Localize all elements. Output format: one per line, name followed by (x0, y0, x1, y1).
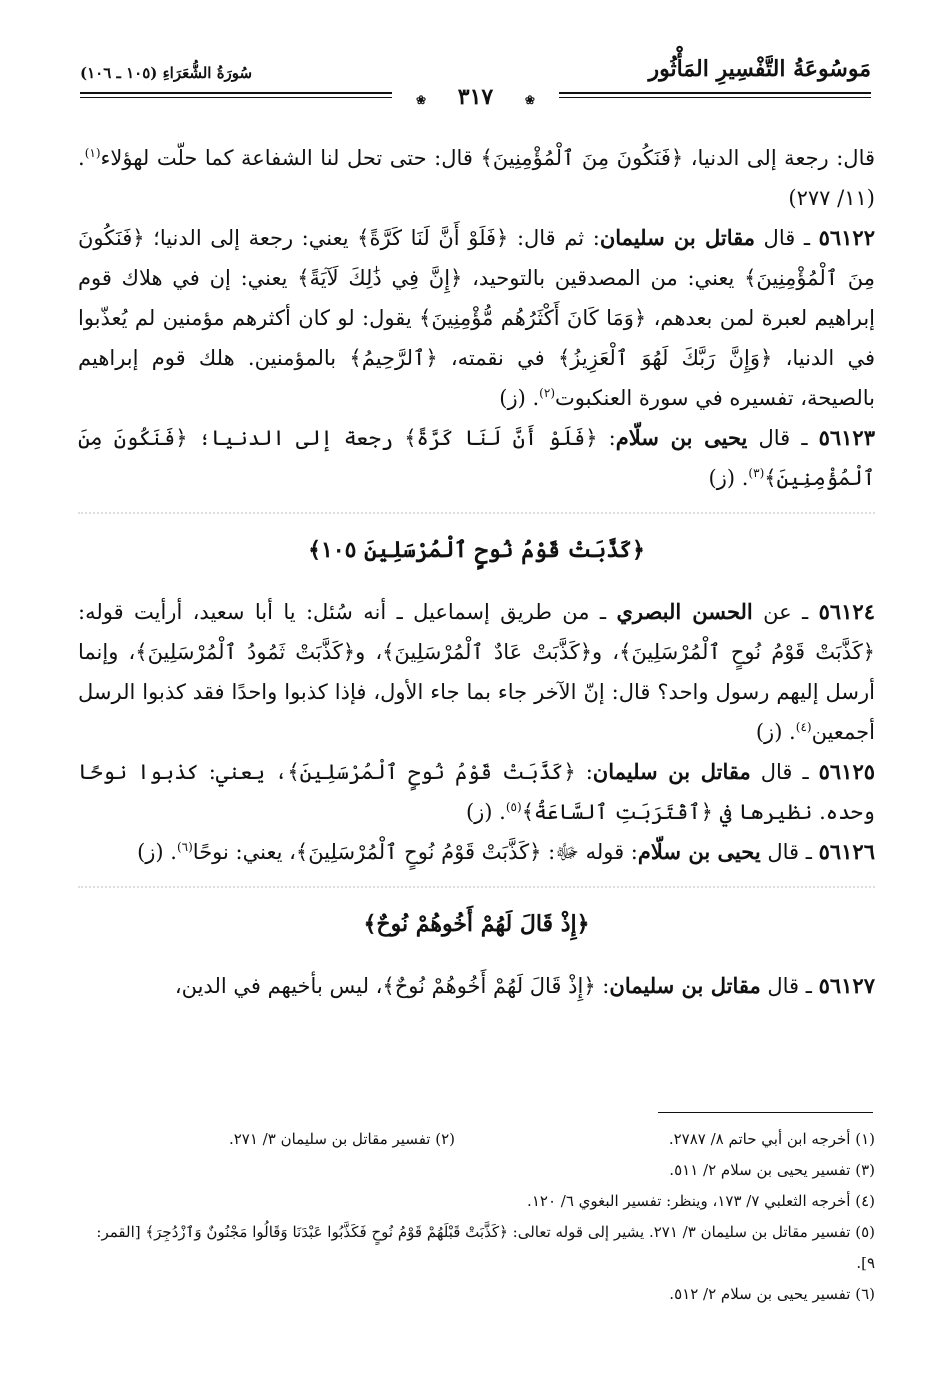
page-number-wrap (392, 84, 559, 110)
footnote-ref: (٥) (505, 800, 522, 814)
narrator-name: يحيى بن سلّام (637, 839, 761, 864)
footnote-rule (658, 1112, 873, 1113)
footnotes (78, 1124, 875, 1310)
narration-number: ٥٦١٢٥ (818, 759, 876, 784)
main-text (78, 138, 875, 1006)
verse-heading (78, 504, 875, 586)
narration-number: ٥٦١٢٧ (818, 973, 875, 998)
footnote-ref: (١) (84, 146, 101, 160)
footnote-4: (٤) أخرجه الثعلبي ٧/ ١٧٣، وينظر: تفسير البغوي ٦/ ١٢٠. (527, 1192, 875, 1210)
narration-56126: ٥٦١٢٦ ـ قال يحيى بن سلّام: قوله ﷻ: ﴿كَذَّبَتْ قَوْمُ نُوحٍ ٱلْمُرْسَلِينَ﴾، يعني: نوحًا$^{(٦)}$. (ز) (137, 839, 875, 864)
divider (78, 886, 875, 896)
verse-text: ﴿كَذَّبَتْ قَوْمُ نُوحٍ ٱلْمُرْسَلِينَ ١٠٥﴾ (308, 537, 645, 563)
narrator-name: مقاتل بن سليمان (592, 759, 751, 784)
verse-heading (78, 878, 875, 960)
narrator-name: مقاتل بن سليمان (599, 225, 755, 250)
narration-56127: ٥٦١٢٧ ـ قال مقاتل بن سليمان: ﴿إِذْ قَالَ لَهُمْ أَخُوهُمْ نُوحٌ﴾، ليس بأخيهم في الدين، (174, 973, 875, 998)
narration-number: ٥٦١٢٣ (818, 425, 875, 450)
page-number-row (0, 84, 951, 110)
narration-56124: ٥٦١٢٤ ـ عن الحسن البصري ـ من طريق إسماعيل ـ أنه سُئل: يا أبا سعيد، أرأيت قوله: ﴿كَذَّبَتْ قَوْمُ نُوحٍ ٱلْمُرْسَلِينَ﴾، و﴿كَذَّبَتْ عَادٌ ٱلْمُرْسَلِينَ﴾، و﴿كَذَّبَتْ ثَمُودُ ٱلْمُرْسَلِينَ﴾، وإنما أرسل إليهم رسول واحد؟ قال: إنّ الآخر جاء بما جاء الأول، فإذا كذبوا واحدًا فقد كذبوا الرسل أجمعين$^{(٤)}$. (ز) (78, 599, 875, 744)
narration-56122: ٥٦١٢٢ ـ قال مقاتل بن سليمان: ثم قال: ﴿فَلَوْ أَنَّ لَنَا كَرَّةً﴾ يعني: رجعة إلى الدنيا؛ ﴿فَنَكُونَ مِنَ ٱلْمُؤْمِنِينَ﴾ يعني: من المصدقين بالتوحيد، ﴿إِنَّ فِي ذَٰلِكَ لَآيَةً﴾ يعني: إن في هلاك قوم إبراهيم لعبرة لمن بعدهم، ﴿وَمَا كَانَ أَكْثَرُهُم مُّؤْمِنِينَ﴾ يقول: لو كان أكثرهم مؤمنين لم يُعذّبوا في الدنيا، ﴿وَإِنَّ رَبَّكَ لَهُوَ ٱلْعَزِيزُ﴾ في نقمته، ﴿ٱلرَّحِيمُ﴾ بالمؤمنين. هلك قوم إبراهيم بالصيحة، تفسيره في سورة العنكبوت$^{(٢)}$. (ز) (78, 225, 875, 410)
footnote-row (78, 1124, 875, 1155)
footnote-ref: (٦) (176, 840, 193, 854)
footnote-ref: (٢) (539, 386, 555, 400)
narration-number: ٥٦١٢٤ (818, 599, 875, 624)
divider (78, 512, 875, 522)
narrator-name: الحسن البصري (616, 599, 753, 624)
footnote-5: (٥) تفسير مقاتل بن سليمان ٣/ ٢٧١. يشير إلى قوله تعالى: ﴿كَذَّبَتْ قَبْلَهُمْ قَوْمُ نُوحٍ فَكَذَّبُوا عَبْدَنَا وَقَالُوا مَجْنُونٌ وَٱزْدُجِرَ﴾ [القمر: ٩]. (96, 1223, 875, 1272)
narration-number: ٥٦١٢٢ (818, 225, 875, 250)
footnote-1: (١) أخرجه ابن أبي حاتم ٨/ ٢٧٨٧. (668, 1130, 875, 1148)
ornament-icon: ❀ (404, 93, 438, 107)
footnote-ref: (٣) (748, 466, 765, 480)
ornament-icon: ❀ (513, 93, 547, 107)
footnote-6: (٦) تفسير يحيى بن سلام ٢/ ٥١٢. (669, 1285, 875, 1303)
narration-number: ٥٦١٢٦ (818, 839, 875, 864)
page-number: ٣١٧ (446, 84, 505, 110)
narrator-name: مقاتل بن سليمان (609, 973, 761, 998)
footnote-ref: (٤) (795, 720, 812, 734)
book-title: مَوسُوعَةُ التَّفْسِيرِ المَأْثُور (648, 56, 871, 82)
verse-text: ﴿إِذْ قَالَ لَهُمْ أَخُوهُمْ نُوحٌ﴾ (363, 911, 590, 937)
quran-quote: ﴿فَنَكُونَ مِنَ ٱلْمُؤْمِنِينَ﴾ (480, 146, 684, 170)
narrator-name: يحيى بن سلّام (615, 425, 748, 450)
footnote-3: (٣) تفسير يحيى بن سلام ٢/ ٥١١. (669, 1161, 875, 1179)
narration-56123: ٥٦١٢٣ ـ قال يحيى بن سلّام: ﴿فَلَوْ أَنَّ لَنَا كَرَّةً﴾ رجعة إلى الدنيا؛ ﴿فَنَكُونَ مِنَ ٱلْمُؤْمِنِينَ﴾$^{(٣)}$. (ز) (78, 425, 875, 490)
paragraph-continued: قال: رجعة إلى الدنيا، ﴿فَنَكُونَ مِنَ ٱلْمُؤْمِنِينَ﴾ قال: حتى تحل لنا الشفاعة كما حلّت لهؤلاء$^{(١)}$. (١١/ ٢٧٧) (78, 146, 876, 210)
surah-title: سُورَةُ الشُّعَرَاءِ (١٠٥ ـ ١٠٦) (80, 64, 253, 82)
narration-56125: ٥٦١٢٥ ـ قال مقاتل بن سليمان: ﴿كَذَّبَتْ قَوْمُ نُوحٍ ٱلْمُرْسَلِينَ﴾، يعني: كذبوا نوحًا وحده. نظيرها في ﴿ٱقْتَرَبَتِ ٱلسَّاعَةُ﴾$^{(٥)}$. (ز) (78, 759, 876, 824)
footnote-2: (٢) تفسير مقاتل بن سليمان ٣/ ٢٧١. (228, 1130, 455, 1148)
